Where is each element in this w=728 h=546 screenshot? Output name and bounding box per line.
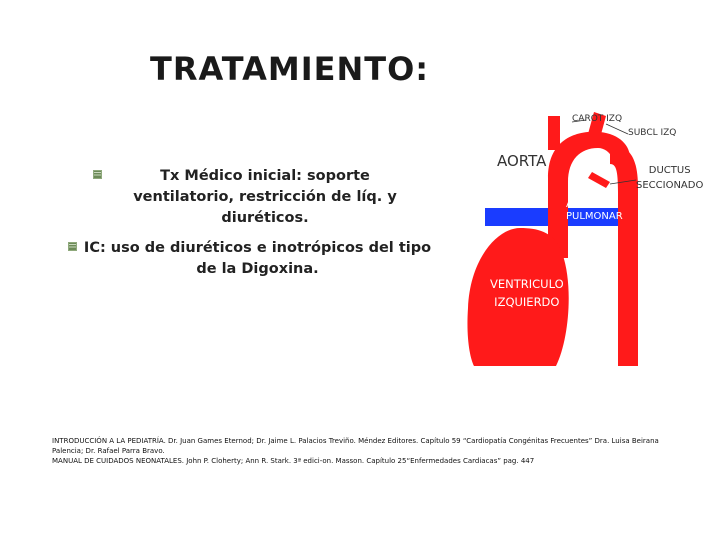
bullet-icon xyxy=(68,242,77,251)
subclavian-label: SUBCL IZQ xyxy=(628,128,677,138)
bullet-text-1: Tx Médico inicial: soporte ventilatorio, restricción de líq. y diuréticos. xyxy=(133,168,397,226)
heart-diagram xyxy=(460,108,728,370)
left-ventricle-label xyxy=(490,275,564,311)
reference-2: MANUAL DE CUIDADOS NEONATALES. John P. Cloherty; Ann R. Stark. 3ª edici-on. Masson. Capítulo 25“Enfermedades Cardiacas” pag. 447 xyxy=(52,457,535,465)
slide-title: TRATAMIENTO: xyxy=(150,50,430,88)
ductus-label-line-2: SECCIONADO xyxy=(636,180,704,191)
ductus-shape xyxy=(588,172,610,188)
art-label-line-1: ART xyxy=(566,199,586,210)
bullet-icon xyxy=(93,170,102,179)
vent-label-line-1: VENTRICULO xyxy=(490,277,564,291)
aorta-label: AORTA xyxy=(497,152,547,170)
pulmonary-artery-label xyxy=(566,199,623,223)
carotid-label: CAROT IZQ xyxy=(572,114,623,124)
references xyxy=(52,436,692,466)
ductus-label xyxy=(636,163,703,193)
ductus-label-line-1: DUCTUS xyxy=(648,165,691,176)
aortic-arch-shape xyxy=(548,132,630,258)
descending-aorta-shape xyxy=(610,146,638,366)
reference-1: INTRODUCCIÓN A LA PEDIATRÍA. Dr. Juan Games Eternod; Dr. Jaime L. Palacios Treviño. Méndez Editores. Capítulo 59 “Cardiopatía Congénitas Frecuentes” Dra. Luisa Beirana Palencia; Dr. Rafael Parra Bravo. xyxy=(52,437,659,455)
art-label-line-2: PULMONAR xyxy=(566,211,623,222)
bullet-text-2: IC: uso de diuréticos e inotrópicos del tipo de la Digoxina. xyxy=(83,240,432,277)
carotid-artery-shape xyxy=(548,116,560,150)
vent-label-line-2: IZQUIERDO xyxy=(494,295,560,309)
